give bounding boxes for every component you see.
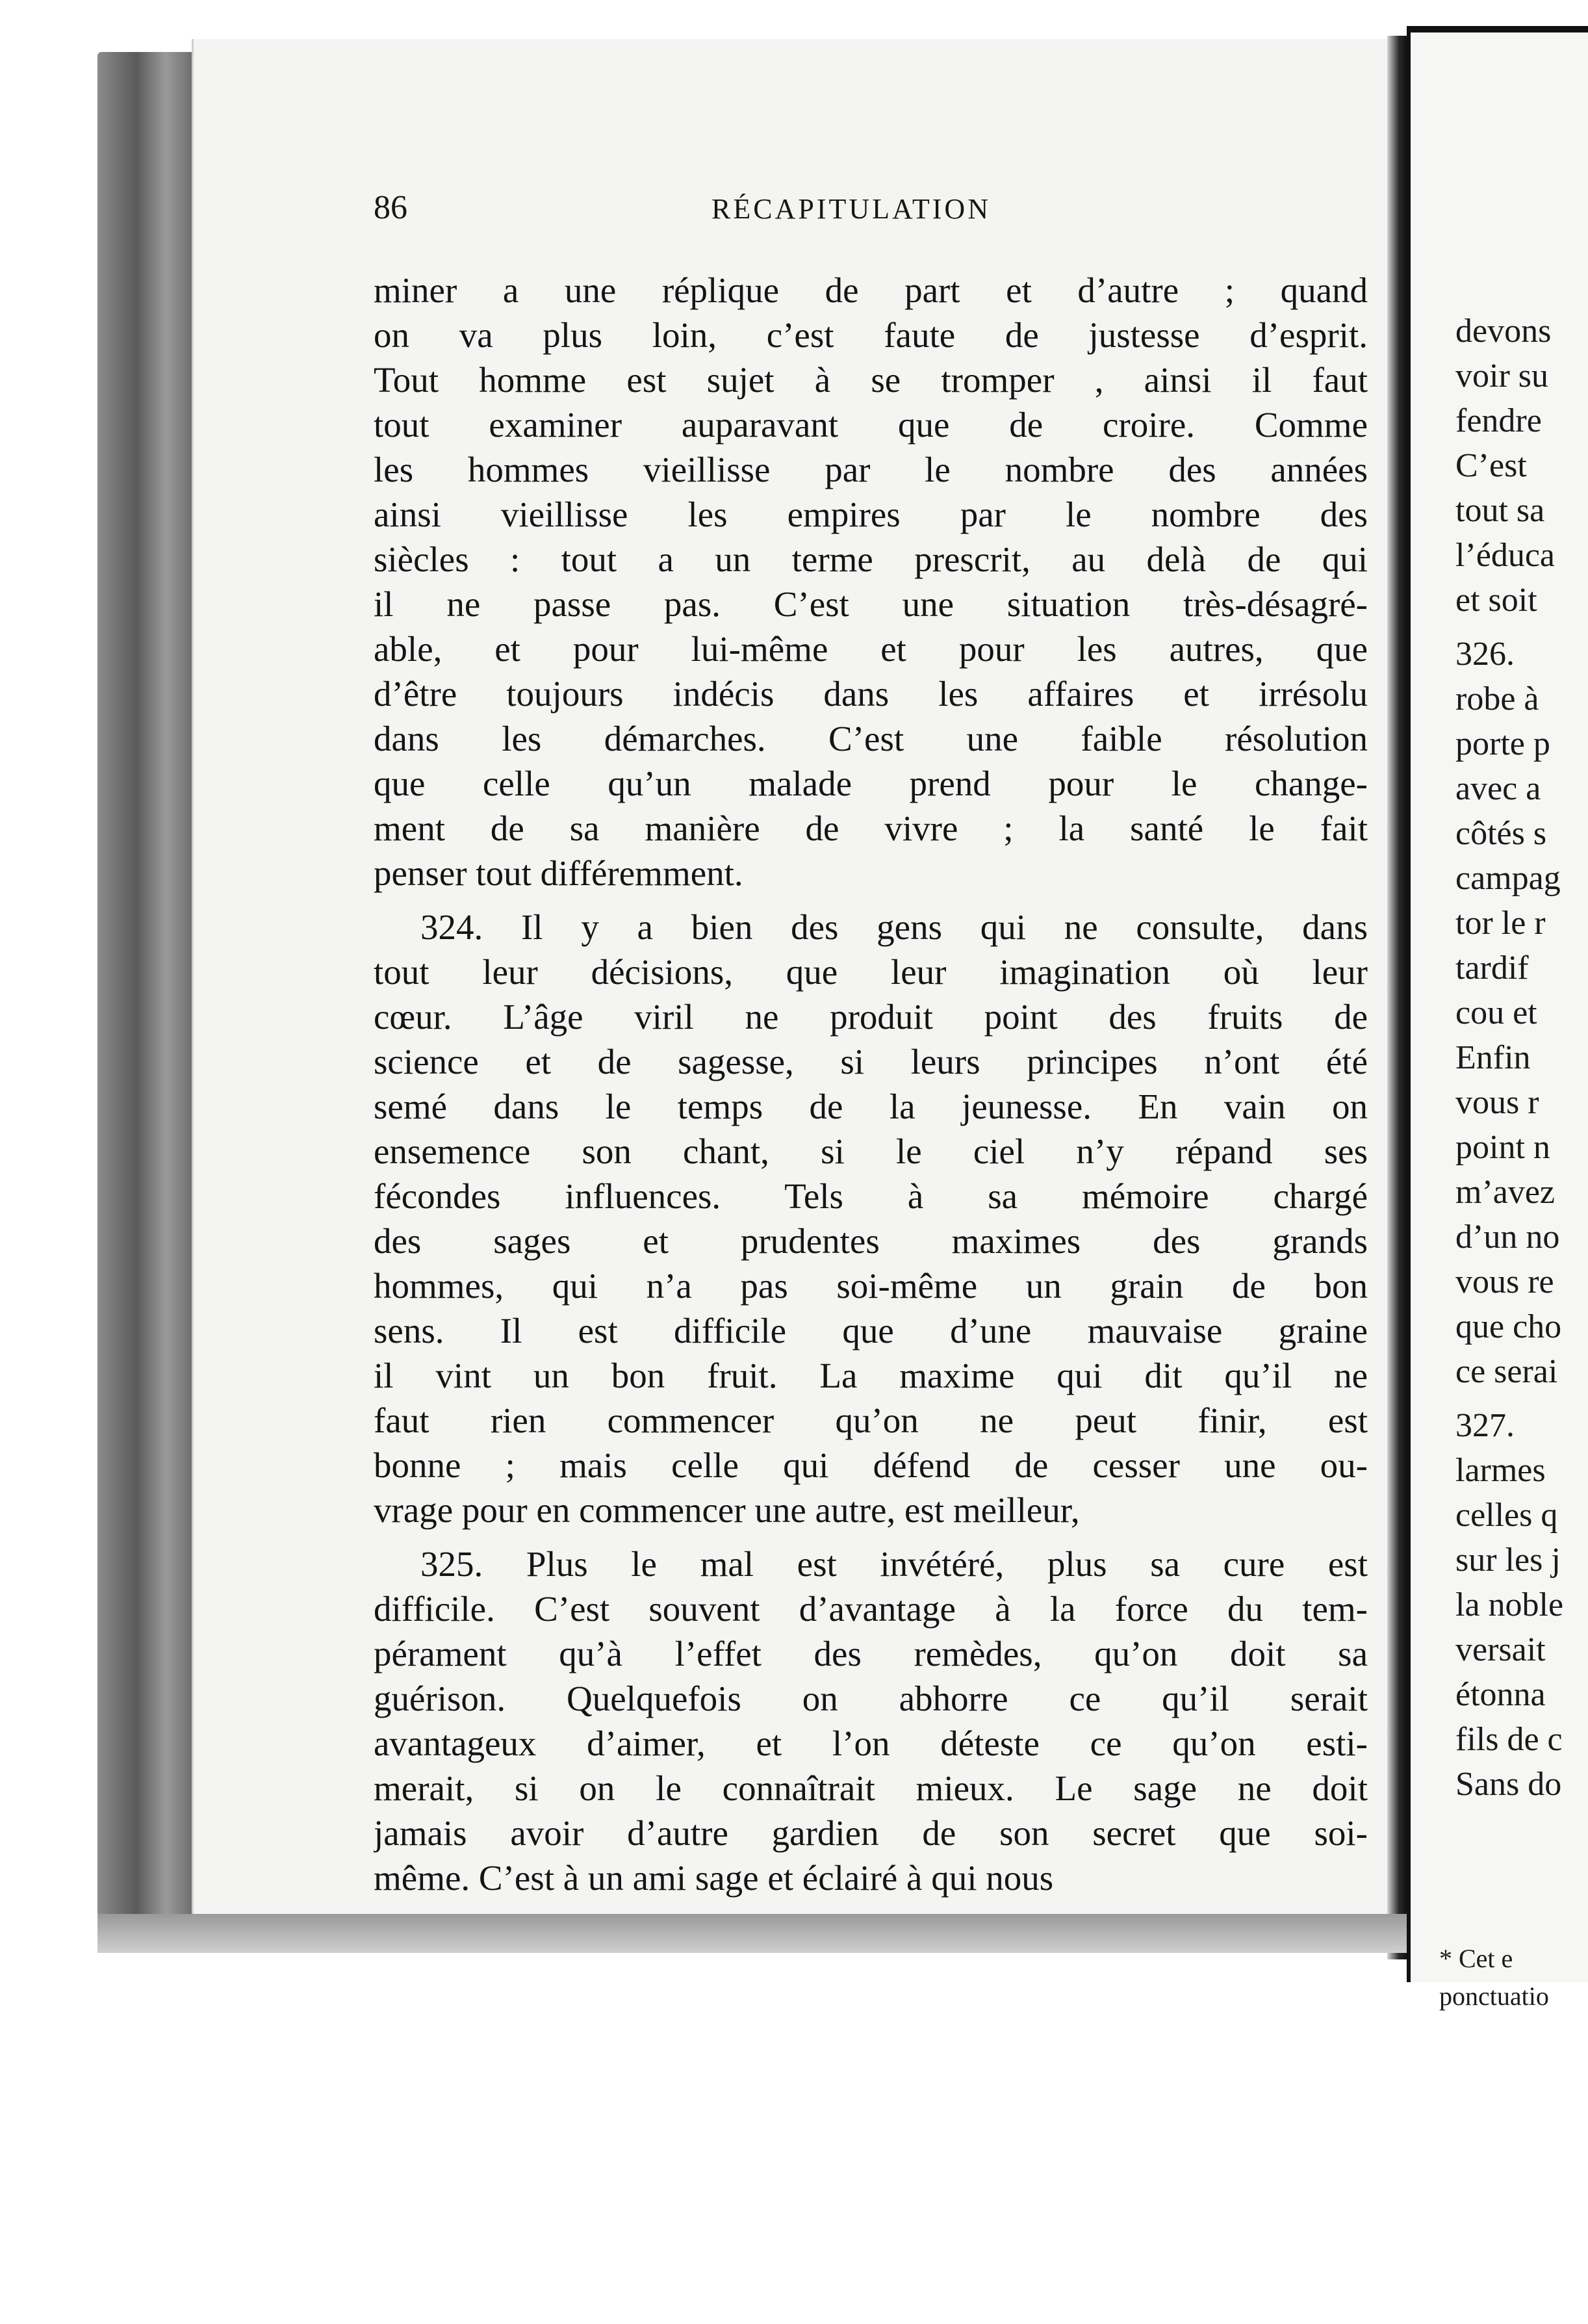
text-line: il ne passe pas. C’est une situation très-désagré-	[374, 584, 1368, 624]
text-line: vrage pour en commencer une autre, est meilleur,	[374, 1490, 1080, 1530]
right-page-line: versait	[1455, 1631, 1546, 1668]
text-line: Tout homme est sujet à se tromper , ainsi il faut	[374, 360, 1368, 400]
right-page-line: tout sa	[1455, 492, 1545, 529]
text-line: bonne ; mais celle qui défend de cesser une ou-	[374, 1445, 1368, 1485]
right-page-line: Sans do	[1455, 1766, 1562, 1803]
text-line: sens. Il est difficile que d’une mauvaise graine	[374, 1311, 1368, 1350]
text-line: hommes, qui n’a pas soi-même un grain de bon	[374, 1266, 1368, 1306]
right-page-footnote	[1439, 1940, 1588, 2015]
page-bottom-edge	[97, 1914, 1407, 1953]
right-page-line: d’un no	[1455, 1219, 1560, 1256]
right-page-line: celles q	[1455, 1497, 1558, 1534]
right-page-line: 327.	[1455, 1407, 1515, 1444]
right-page-line: tardif	[1455, 949, 1529, 987]
text-line: 325. Plus le mal est invétéré, plus sa cure est	[420, 1544, 1368, 1584]
right-page-top-edge	[1407, 26, 1588, 32]
text-line: guérison. Quelquefois on abhorre ce qu’il serait	[374, 1679, 1368, 1718]
right-page-line: Enfin	[1455, 1039, 1531, 1076]
text-line: miner a une réplique de part et d’autre ; quand	[374, 270, 1368, 310]
right-page-line: porte p	[1455, 725, 1550, 762]
text-line: dans les démarches. C’est une faible résolution	[374, 719, 1368, 758]
text-line: que celle qu’un malade prend pour le change-	[374, 764, 1368, 803]
right-page-line: et soit	[1455, 582, 1537, 619]
right-page-line: l’éduca	[1455, 537, 1556, 574]
book-page-edges	[97, 52, 195, 1917]
text-line: tout examiner auparavant que de croire. Comme	[374, 405, 1368, 445]
footnote-line: * Cet e	[1439, 1944, 1513, 1973]
right-page-line: fendre	[1455, 402, 1542, 439]
right-page-line: côtés s	[1455, 815, 1547, 852]
right-page-line: m’avez	[1455, 1174, 1556, 1211]
text-line: faut rien commencer qu’on ne peut finir, est	[374, 1401, 1368, 1440]
text-line: penser tout différemment.	[374, 853, 743, 893]
right-page-line: devons	[1455, 313, 1552, 350]
right-page-line: vous re	[1455, 1263, 1554, 1300]
text-line: ment de sa manière de vivre ; la santé le fait	[374, 808, 1368, 848]
right-page-line: robe à	[1455, 680, 1539, 717]
text-line: difficile. C’est souvent d’avantage à la force du tem-	[374, 1589, 1368, 1629]
text-line: cœur. L’âge viril ne produit point des fruits de	[374, 997, 1368, 1037]
right-page-line: avec a	[1455, 770, 1541, 807]
right-page-line: ce serai	[1455, 1353, 1558, 1390]
right-page-line: tor le r	[1455, 905, 1546, 942]
right-page-line: larmes	[1455, 1452, 1546, 1489]
right-page-line: cou et	[1455, 994, 1537, 1031]
text-line: semé dans le temps de la jeunesse. En vain on	[374, 1087, 1368, 1126]
text-line: pérament qu’à l’effet des remèdes, qu’on doit sa	[374, 1634, 1368, 1673]
right-page-line: voir su	[1455, 357, 1548, 394]
text-line: même. C’est à un ami sage et éclairé à qui nous	[374, 1858, 1054, 1898]
text-line: siècles : tout a un terme prescrit, au delà de qui	[374, 539, 1368, 579]
text-line: 324. Il y a bien des gens qui ne consulte, dans	[420, 907, 1368, 947]
text-line: science et de sagesse, si leurs principes n’ont été	[374, 1042, 1368, 1081]
body-text	[374, 268, 1368, 1900]
right-page-line: sur les j	[1455, 1542, 1561, 1579]
text-line: d’être toujours indécis dans les affaires et irrésolu	[374, 674, 1368, 714]
text-line: fécondes influences. Tels à sa mémoire chargé	[374, 1176, 1368, 1216]
text-line: les hommes vieillisse par le nombre des années	[374, 450, 1368, 489]
text-line: ensemence son chant, si le ciel n’y répand ses	[374, 1131, 1368, 1171]
right-page-line: que cho	[1455, 1308, 1562, 1345]
page-header	[374, 188, 1368, 234]
text-line: il vint un bon fruit. La maxime qui dit qu’il ne	[374, 1356, 1368, 1395]
right-page-text	[1455, 309, 1588, 1807]
text-line: able, et pour lui-même et pour les autres, que	[374, 629, 1368, 669]
running-head: RÉCAPITULATION	[711, 193, 991, 225]
right-page-line: vous r	[1455, 1084, 1539, 1121]
right-page-line: 326.	[1455, 636, 1515, 673]
text-line: on va plus loin, c’est faute de justesse d’esprit.	[374, 315, 1368, 355]
text-line: ainsi vieillisse les empires par le nombre des	[374, 495, 1368, 534]
text-line: tout leur décisions, que leur imagination où leur	[374, 952, 1368, 992]
text-line: merait, si on le connaîtrait mieux. Le sage ne doit	[374, 1768, 1368, 1808]
right-page-line: C’est	[1455, 447, 1527, 484]
right-page-line: fils de c	[1455, 1721, 1563, 1758]
footnote-line: ponctuatio	[1439, 1982, 1549, 2011]
text-line: avantageux d’aimer, et l’on déteste ce qu’on esti-	[374, 1724, 1368, 1763]
right-page-line: étonna	[1455, 1676, 1546, 1713]
page-number: 86	[374, 189, 407, 226]
text-line: jamais avoir d’autre gardien de son secret que soi-	[374, 1813, 1368, 1853]
right-page-line: la noble	[1455, 1586, 1564, 1623]
right-page-line: point n	[1455, 1129, 1550, 1166]
right-page-line: campag	[1455, 860, 1561, 897]
book-gutter	[1387, 36, 1407, 1959]
text-line: des sages et prudentes maximes des grands	[374, 1221, 1368, 1261]
